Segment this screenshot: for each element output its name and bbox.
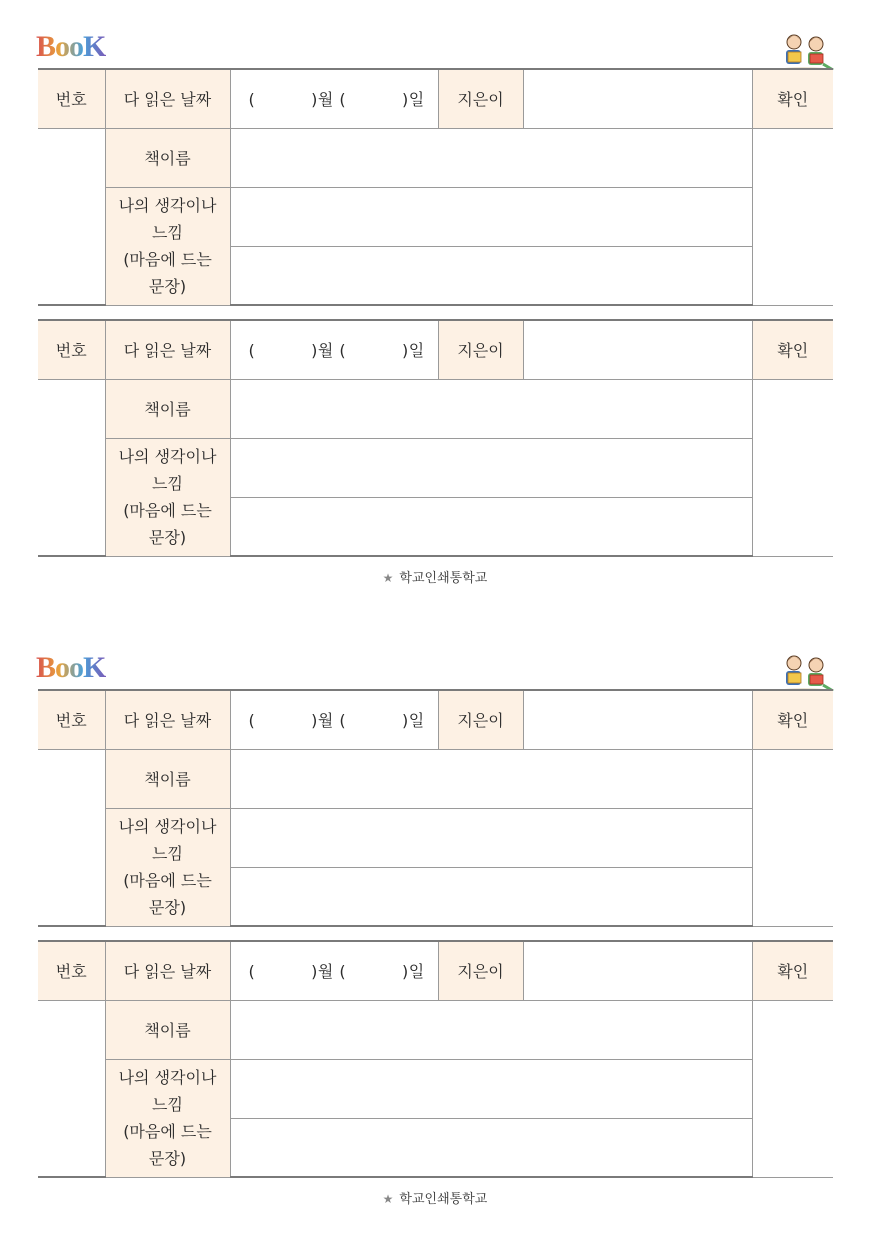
author-field[interactable] <box>523 69 752 128</box>
thoughts-label-line: 나의 생각이나 <box>118 1068 217 1087</box>
thoughts-label-line: 느낌 <box>152 1095 183 1114</box>
confirm-cell[interactable] <box>752 379 833 556</box>
thoughts-label <box>105 808 230 926</box>
thoughts-field-line-1[interactable] <box>230 1059 752 1118</box>
confirm-label: 확인 <box>752 69 833 128</box>
reading-record-card <box>38 689 833 927</box>
thoughts-label-line: 나의 생각이나 <box>118 817 217 836</box>
confirm-cell[interactable] <box>752 128 833 305</box>
thoughts-field-line-2[interactable] <box>230 497 752 556</box>
thoughts-label-line: 문장) <box>148 528 187 547</box>
reading-record-table <box>38 689 833 927</box>
number-label: 번호 <box>38 320 105 379</box>
number-cell[interactable] <box>38 749 105 926</box>
number-cell[interactable] <box>38 128 105 305</box>
reading-record-card <box>38 940 833 1178</box>
book-title-label: 책이름 <box>105 1000 230 1059</box>
thoughts-label-line: (마음에 드는 <box>123 1122 212 1141</box>
thoughts-label-line: (마음에 드는 <box>123 871 212 890</box>
book-title-field[interactable] <box>230 749 752 808</box>
reading-record-card <box>38 68 833 306</box>
author-field[interactable] <box>523 320 752 379</box>
author-field[interactable] <box>523 941 752 1000</box>
thoughts-label-line: 나의 생각이나 <box>118 196 217 215</box>
thoughts-label <box>105 1059 230 1177</box>
star-icon: ★ <box>382 1192 394 1206</box>
thoughts-field-line-2[interactable] <box>230 1118 752 1177</box>
reading-record-table <box>38 319 833 557</box>
worksheet-page <box>0 621 870 1242</box>
confirm-label: 확인 <box>752 941 833 1000</box>
book-logo: BooK <box>36 30 106 63</box>
thoughts-label-line: 느낌 <box>152 223 183 242</box>
author-label: 지은이 <box>438 320 523 379</box>
footer <box>0 567 870 586</box>
author-label: 지은이 <box>438 69 523 128</box>
footer-text: 학교인쇄통학교 <box>399 571 488 586</box>
book-title-field[interactable] <box>230 379 752 438</box>
reading-record-table <box>38 68 833 306</box>
thoughts-label <box>105 187 230 305</box>
confirm-label: 확인 <box>752 690 833 749</box>
thoughts-field-line-2[interactable] <box>230 867 752 926</box>
footer-text: 학교인쇄통학교 <box>399 1192 488 1207</box>
star-icon: ★ <box>382 571 394 585</box>
date-finished-field[interactable]: ( )월 ( )일 <box>230 69 438 128</box>
thoughts-field-line-2[interactable] <box>230 246 752 305</box>
worksheet-page <box>0 0 870 621</box>
date-finished-label: 다 읽은 날짜 <box>105 69 230 128</box>
thoughts-label-line: 느낌 <box>152 844 183 863</box>
date-finished-label: 다 읽은 날짜 <box>105 320 230 379</box>
book-title-label: 책이름 <box>105 749 230 808</box>
thoughts-field-line-1[interactable] <box>230 438 752 497</box>
thoughts-label <box>105 438 230 556</box>
thoughts-label-line: (마음에 드는 <box>123 250 212 269</box>
thoughts-label-line: 느낌 <box>152 474 183 493</box>
thoughts-field-line-1[interactable] <box>230 187 752 246</box>
number-label: 번호 <box>38 69 105 128</box>
book-title-field[interactable] <box>230 128 752 187</box>
book-title-field[interactable] <box>230 1000 752 1059</box>
thoughts-label-line: 문장) <box>148 898 187 917</box>
book-title-label: 책이름 <box>105 128 230 187</box>
thoughts-label-line: 문장) <box>148 1149 187 1168</box>
thoughts-label-line: 문장) <box>148 277 187 296</box>
reading-record-card <box>38 319 833 557</box>
confirm-label: 확인 <box>752 320 833 379</box>
thoughts-field-line-1[interactable] <box>230 808 752 867</box>
confirm-cell[interactable] <box>752 749 833 926</box>
reading-record-table <box>38 940 833 1178</box>
number-cell[interactable] <box>38 1000 105 1177</box>
date-finished-label: 다 읽은 날짜 <box>105 690 230 749</box>
date-finished-field[interactable]: ( )월 ( )일 <box>230 320 438 379</box>
date-finished-field[interactable]: ( )월 ( )일 <box>230 941 438 1000</box>
author-label: 지은이 <box>438 941 523 1000</box>
date-finished-label: 다 읽은 날짜 <box>105 941 230 1000</box>
thoughts-label-line: 나의 생각이나 <box>118 447 217 466</box>
thoughts-label-line: (마음에 드는 <box>123 501 212 520</box>
confirm-cell[interactable] <box>752 1000 833 1177</box>
number-label: 번호 <box>38 941 105 1000</box>
footer <box>0 1188 870 1207</box>
book-title-label: 책이름 <box>105 379 230 438</box>
number-label: 번호 <box>38 690 105 749</box>
date-finished-field[interactable]: ( )월 ( )일 <box>230 690 438 749</box>
author-field[interactable] <box>523 690 752 749</box>
number-cell[interactable] <box>38 379 105 556</box>
book-logo: BooK <box>36 651 106 684</box>
author-label: 지은이 <box>438 690 523 749</box>
